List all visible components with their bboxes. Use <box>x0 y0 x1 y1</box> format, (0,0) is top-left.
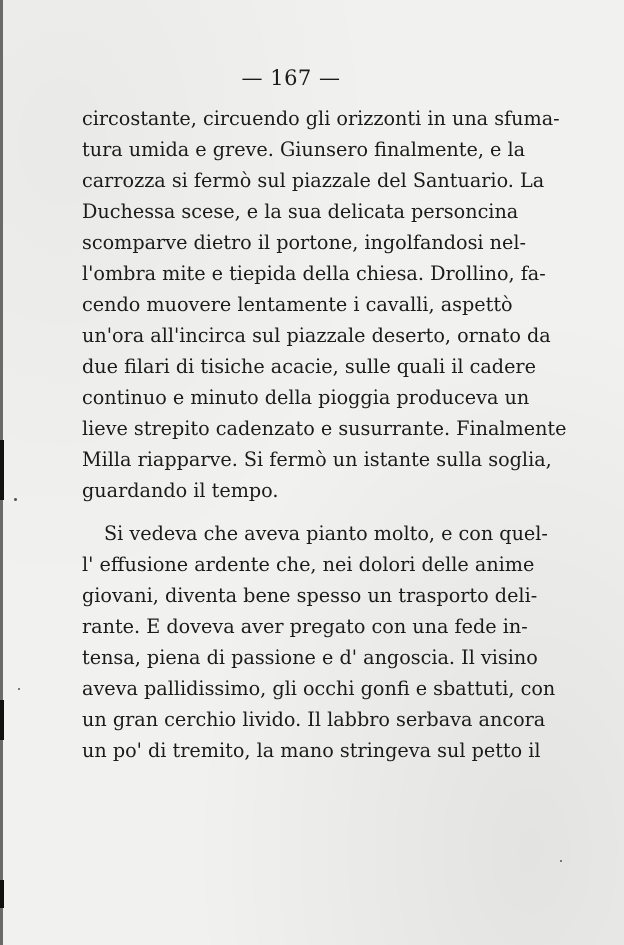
paper-speck <box>18 688 20 690</box>
text-line: lieve strepito cadenzato e susurrante. Finalmente <box>82 417 567 440</box>
text-line: carrozza si fermò sul piazzale del Santuario. La <box>82 169 545 192</box>
paragraph <box>82 103 567 506</box>
paper-speck <box>14 498 17 501</box>
page-number: — 167 — <box>241 66 341 90</box>
text-line: scomparve dietro il portone, ingolfandosi nel- <box>82 231 527 254</box>
text-line: un'ora all'incirca sul piazzale deserto, ornato da <box>82 324 551 347</box>
paper-speck <box>560 860 562 862</box>
text-line: rante. E doveva aver pregato con una fede in- <box>82 615 528 638</box>
text-line: continuo e minuto della pioggia produceva un <box>82 386 530 409</box>
text-line: un po' di tremito, la mano stringeva sul petto il <box>82 739 541 762</box>
text-line: Duchessa scese, e la sua delicata personcina <box>82 200 519 223</box>
binding-mark <box>0 700 4 740</box>
text-line: un gran cerchio livido. Il labbro serbava ancora <box>82 708 546 731</box>
text-line: tensa, piena di passione e d' angoscia. Il visino <box>82 646 538 669</box>
text-line: l'ombra mite e tiepida della chiesa. Drollino, fa- <box>82 262 546 285</box>
text-line: circostante, circuendo gli orizzonti in una sfuma- <box>82 107 560 130</box>
text-line: Milla riapparve. Si fermò un istante sulla soglia, <box>82 448 552 471</box>
paragraph <box>82 518 556 766</box>
binding-mark <box>0 440 4 500</box>
text-line: tura umida e greve. Giunsero finalmente, e la <box>82 138 526 161</box>
text-line: l' effusione ardente che, nei dolori delle anime <box>82 553 535 576</box>
text-line: guardando il tempo. <box>82 479 279 502</box>
text-line: Si vedeva che aveva pianto molto, e con quel- <box>104 522 548 545</box>
text-line: aveva pallidissimo, gli occhi gonfi e sbattuti, con <box>82 677 556 700</box>
text-line: cendo muovere lentamente i cavalli, aspettò <box>82 293 513 316</box>
binding-mark <box>0 880 4 908</box>
body-text <box>82 103 567 766</box>
text-line: due filari di tisiche acacie, sulle quali il cadere <box>82 355 536 378</box>
text-line: giovani, diventa bene spesso un trasporto deli- <box>82 584 538 607</box>
